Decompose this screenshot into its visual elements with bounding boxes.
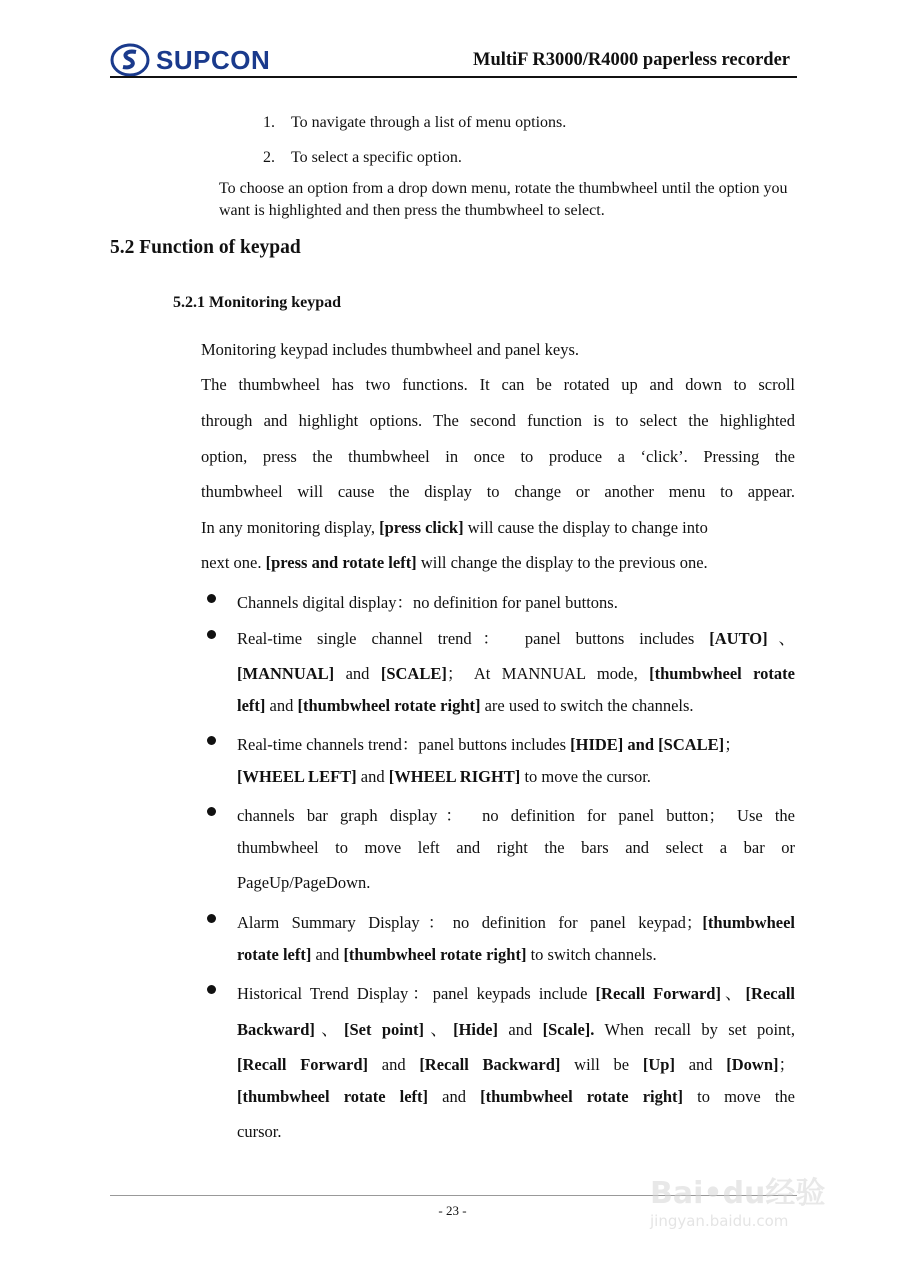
list-number: 2. — [263, 149, 275, 166]
supcon-logo — [110, 42, 300, 78]
body-line: In any monitoring display, [press click] will cause the display to change into — [201, 518, 708, 537]
bullet-line: [thumbwheel rotate left] and [thumbwheel rotate right] to move the — [237, 1087, 796, 1106]
bullet-line: Real-time single channel trend： panel buttons includes [AUTO]、 — [237, 629, 795, 648]
bullet-icon — [207, 630, 216, 639]
list-item: To select a specific option. — [291, 149, 462, 166]
section-heading: 5.2 Function of keypad — [110, 237, 301, 258]
bullet-icon — [207, 985, 216, 994]
watermark-url: jingyan.baidu.com — [650, 1212, 789, 1230]
watermark-brand: Bai•du经验 — [650, 1176, 826, 1211]
list-number: 1. — [263, 114, 275, 131]
bullet-line: [MANNUAL] and [SCALE]； At MANNUAL mode, [thumbwheel rotate — [237, 664, 795, 683]
bullet-line: left] and [thumbwheel rotate right] are used to switch the channels. — [237, 696, 694, 715]
bullet-line: cursor. — [237, 1122, 282, 1141]
bullet-line: channels bar graph display： no definition for panel button； Use the — [237, 806, 795, 825]
bullet-icon — [207, 594, 216, 603]
page-number: - 23 - — [438, 1203, 467, 1218]
bullet-line: [Recall Forward] and [Recall Backward] will be [Up] and [Down]； — [237, 1055, 795, 1074]
bullet-line: rotate left] and [thumbwheel rotate right] to switch channels. — [237, 945, 657, 964]
body-line: thumbwheel will cause the display to change or another menu to appear. — [201, 482, 795, 501]
bullet-line: [WHEEL LEFT] and [WHEEL RIGHT] to move the cursor. — [237, 767, 651, 786]
body-line: option, press the thumbwheel in once to produce a ‘click’. Pressing the — [201, 447, 795, 466]
bullet-line: PageUp/PageDown. — [237, 873, 371, 892]
baidu-watermark — [650, 1168, 850, 1246]
bullet-line: Alarm Summary Display：no definition for panel keypad；[thumbwheel — [237, 913, 795, 932]
list-item: To navigate through a list of menu options. — [291, 114, 567, 131]
bullet-line: Channels digital display：no definition for panel buttons. — [237, 593, 618, 612]
body-line: next one. [press and rotate left] will change the display to the previous one. — [201, 553, 708, 572]
bullet-icon — [207, 807, 216, 816]
bullet-icon — [207, 914, 216, 923]
body-line: The thumbwheel has two functions. It can be rotated up and down to scroll — [201, 375, 795, 394]
body-line: through and highlight options. The second function is to select the highlighted — [201, 411, 795, 430]
bullet-line: Backward]、[Set point]、[Hide] and [Scale]. When recall by set point, — [237, 1020, 796, 1039]
bullet-line: thumbwheel to move left and right the bars and select a bar or — [237, 838, 795, 857]
body-line: Monitoring keypad includes thumbwheel and panel keys. — [201, 340, 580, 359]
document-title: MultiF R3000/R4000 paperless recorder — [472, 50, 790, 70]
logo-text: SUPCON — [156, 44, 271, 75]
intro-paragraph: To choose an option from a drop down menu, rotate the thumbwheel until the option you want is highlighted and then press the thumbwheel to select. — [219, 180, 788, 219]
subsection-heading: 5.2.1 Monitoring keypad — [173, 294, 342, 311]
bullet-line: Real-time channels trend：panel buttons includes [HIDE] and [SCALE]； — [237, 735, 741, 754]
header-divider — [110, 76, 797, 78]
bullet-icon — [207, 736, 216, 745]
bullet-line: Historical Trend Display：panel keypads include [Recall Forward]、[Recall — [237, 984, 796, 1003]
supcon-logo-icon — [110, 43, 150, 77]
